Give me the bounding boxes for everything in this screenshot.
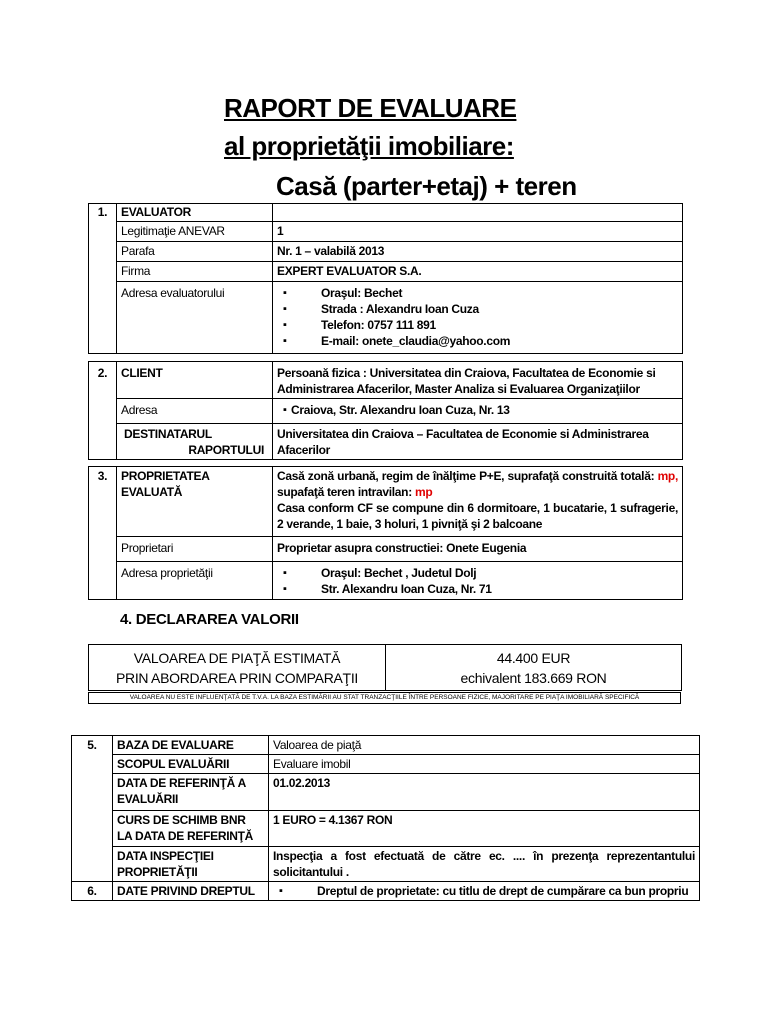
section-heading-line1: PROPRIETATEA <box>121 469 210 483</box>
section-number: 1. <box>89 204 117 222</box>
estimated-value-label-line2: PRIN ABORDAREA PRIN COMPARAŢII <box>115 669 358 686</box>
value-evaluator-address <box>273 282 683 354</box>
label-exchange-rate: CURS DE SCHIMB BNR LA DATA DE REFERINŢĂ <box>113 811 269 847</box>
empty-cell <box>273 204 683 222</box>
value-inspection-date: Inspecţia a fost efectuată de către ec. .... în prezenţa reprezentantului solicitantului . <box>269 847 700 882</box>
address-phone: ▪ Telefon: 0757 111 891 <box>277 317 678 333</box>
vat-note: VALOAREA NU ESTE INFLUENŢATĂ DE T.V.A. LA BAZA ESTIMĂRII AU STAT TRANZACŢIILE ÎNTRE PERSOANE FIZICE, MAJORITARE PE PIAŢA IMOBILIARĂ SPECIFICĂ <box>88 692 681 704</box>
label-recipient-line1: DESTINATARUL <box>124 427 212 441</box>
value-scope: Evaluare imobil <box>269 755 700 774</box>
estimated-value-label-line1: VALOAREA DE PIAŢĂ ESTIMATĂ <box>133 649 341 666</box>
address-list <box>277 285 678 349</box>
value-client: Persoană fizica : Universitatea din Craiova, Facultatea de Economie si Administrarea Afacerilor, Master Analiza si Evaluarea Organizaţiilor <box>273 362 683 399</box>
section-number: 5. <box>72 736 113 755</box>
evaluation-basis-table <box>71 735 700 901</box>
section-heading-line2: EVALUATĂ <box>121 485 183 499</box>
label-property-address: Adresa proprietăţii <box>117 562 273 600</box>
value-parafa: Nr. 1 – valabilă 2013 <box>273 242 683 262</box>
label-scope: SCOPUL EVALUĂRII <box>113 755 269 774</box>
value-client-address: ▪ Craiova, Str. Alexandru Ioan Cuza, Nr. 13 <box>277 402 678 418</box>
label-anevar: Legitimaţie ANEVAR <box>117 222 273 242</box>
section-number: 2. <box>89 362 117 399</box>
section-number: 3. <box>89 467 117 537</box>
label-client-address: Adresa <box>117 399 273 424</box>
property-composition: Casa conform CF se compune din 6 dormitoare, 1 bucatarie, 1 sufragerie, 2 verande, 1 baie, 3 holuri, 1 pivniţă şi 2 balcoane <box>277 501 678 531</box>
label-evaluator-address: Adresa evaluatorului <box>117 282 273 354</box>
report-subtitle: al proprietăţii imobiliare: <box>224 131 514 161</box>
value-property-address <box>273 562 683 600</box>
section-heading <box>117 467 273 537</box>
label-parafa: Parafa <box>117 242 273 262</box>
section-heading: CLIENT <box>117 362 273 399</box>
label-recipient-line2: RAPORTULUI <box>188 443 264 457</box>
section-heading: EVALUATOR <box>117 204 273 222</box>
report-title: RAPORT DE EVALUARE <box>224 93 517 123</box>
property-city: ▪ Oraşul: Bechet , Judetul Dolj <box>277 565 678 581</box>
value-exchange-rate: 1 EURO = 4.1367 RON <box>269 811 700 847</box>
land-area-value: mp <box>414 485 433 499</box>
property-table <box>88 466 683 600</box>
estimated-value-amount <box>386 645 682 691</box>
label-inspection-date: DATA INSPECŢIEI PROPRIETĂŢII <box>113 847 269 882</box>
value-declaration-heading: 4. DECLARAREA VALORII <box>120 611 299 628</box>
section-number-6: 6. <box>72 882 113 901</box>
value-eur: 44.400 EUR <box>496 649 571 666</box>
property-street: ▪ Str. Alexandru Ioan Cuza, Nr. 71 <box>277 581 678 597</box>
value-right: ▪ Dreptul de proprietate: cu titlu de drept de cumpărare ca bun propriu <box>273 883 695 899</box>
value-recipient: Universitatea din Craiova – Facultatea de Economie si Administrarea Afacerilor <box>273 424 683 460</box>
evaluator-table <box>88 203 683 354</box>
address-email: ▪ E-mail: onete_claudia@yahoo.com <box>277 333 678 349</box>
address-street: ▪ Strada : Alexandru Ioan Cuza <box>277 301 678 317</box>
property-type-title: Casă (parter+etaj) + teren <box>276 171 577 201</box>
property-surface: Casă zonă urbană, regim de înălţime P+E, suprafaţă construită totală: mp, supafaţă teren intravilan: mp <box>277 469 678 499</box>
value-firma: EXPERT EVALUATOR S.A. <box>273 262 683 282</box>
label-owners: Proprietari <box>117 537 273 562</box>
value-right-cell <box>269 882 700 901</box>
value-ron: echivalent 183.669 RON <box>460 669 607 686</box>
address-city: ▪ Oraşul: Bechet <box>277 285 678 301</box>
value-anevar: 1 <box>273 222 683 242</box>
client-table <box>88 361 683 460</box>
estimated-value-label <box>89 645 386 691</box>
label-recipient <box>117 424 273 460</box>
label-basis: BAZA DE EVALUARE <box>113 736 269 755</box>
value-client-address-cell <box>273 399 683 424</box>
label-right: DATE PRIVIND DREPTUL <box>113 882 269 901</box>
value-basis: Valoarea de piaţă <box>269 736 700 755</box>
label-reference-date: DATA DE REFERINŢĂ A EVALUĂRII <box>113 774 269 811</box>
built-area-value: mp, <box>657 469 678 483</box>
label-firma: Firma <box>117 262 273 282</box>
value-property-description <box>273 467 683 537</box>
value-reference-date: 01.02.2013 <box>269 774 700 811</box>
value-declaration-box <box>88 644 682 691</box>
value-owners: Proprietar asupra constructiei: Onete Eugenia <box>273 537 683 562</box>
